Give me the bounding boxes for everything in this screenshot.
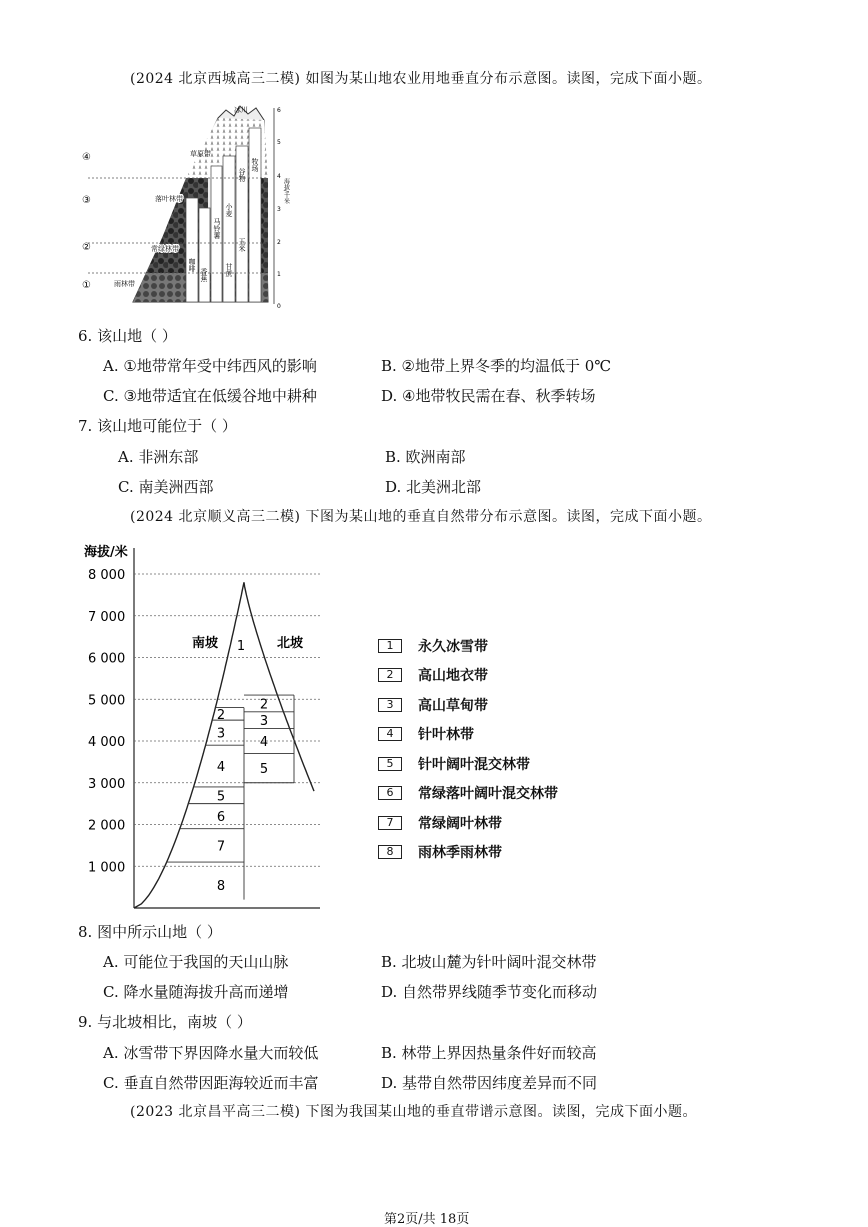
label-evergreen: 常绿林带 (151, 245, 179, 253)
axis1-tick: 0 (277, 303, 281, 310)
q6-option-b[interactable]: B. ②地带上界冬季的均温低于 0℃ (381, 357, 612, 375)
crop-wheat: 小麦 (225, 203, 233, 217)
legend-item (378, 695, 488, 715)
question-8-stem: 8. 图中所示山地（ ） (78, 923, 222, 941)
south-zone-label: 1 (236, 638, 246, 654)
legend-item (378, 665, 488, 685)
q9-option-c[interactable]: C. 垂直自然带因距海较近而丰富 (103, 1074, 319, 1092)
q9-option-b[interactable]: B. 林带上界因热量条件好而较高 (381, 1044, 597, 1062)
axis1-title: 海拔/千米 (282, 178, 290, 205)
crop-coffee: 咖啡 (188, 258, 196, 272)
axis1-tick: 6 (277, 107, 281, 114)
legend-key: 6 (378, 786, 402, 800)
y-tick-label: 6 000 (88, 651, 126, 667)
zone-marker-3: ③ (82, 195, 91, 206)
axis1-tick: 4 (277, 173, 281, 180)
south-zone-label: 5 (216, 789, 226, 805)
q7-option-a[interactable]: A. 非洲东部 (118, 448, 199, 466)
y-tick-label: 4 000 (88, 735, 126, 750)
q6-option-c[interactable]: C. ③地带适宜在低缓谷地中耕种 (103, 387, 317, 405)
y-tick-label: 1 000 (88, 860, 126, 876)
north-zone-label: 4 (259, 735, 269, 750)
legend-key: 8 (378, 845, 402, 859)
question-6-stem: 6. 该山地（ ） (78, 327, 177, 345)
q7-option-c[interactable]: C. 南美洲西部 (118, 478, 214, 496)
zone-marker-1: ① (82, 280, 91, 291)
legend-item (378, 842, 502, 862)
legend-key: 5 (378, 757, 402, 771)
legend-label: 雨林季雨林带 (418, 845, 502, 861)
section-intro-3: (2023 北京昌平高三二模) 下图为我国某山地的垂直带谱示意图。读图，完成下面小题。 (130, 1104, 697, 1120)
page-number: 第2页/共 18页 (384, 1212, 470, 1227)
q8-option-a[interactable]: A. 可能位于我国的天山山脉 (103, 953, 289, 971)
q7-option-b[interactable]: B. 欧洲南部 (385, 448, 466, 466)
q9-option-d[interactable]: D. 基带自然带因纬度差异而不同 (381, 1074, 598, 1092)
legend-key: 4 (378, 727, 402, 741)
north-zone-label: 5 (259, 762, 269, 778)
q9-option-a[interactable]: A. 冰雪带下界因降水量大而较低 (103, 1044, 319, 1062)
q8-option-c[interactable]: C. 降水量随海拔升高而递增 (103, 983, 289, 1001)
legend-item (378, 783, 558, 803)
q6-option-a[interactable]: A. ①地带常年受中纬西风的影响 (103, 357, 317, 375)
south-zone-label: 6 (216, 810, 226, 826)
legend-label: 常绿落叶阔叶混交林带 (418, 786, 558, 802)
legend-label: 永久冰雪带 (418, 639, 488, 655)
crop-pasture: 牧场 (251, 158, 259, 172)
y-tick-label: 8 000 (88, 568, 126, 583)
legend-label: 高山地衣带 (418, 668, 488, 684)
zone-marker-4: ④ (82, 152, 91, 163)
crop-sugarcane: 甘蔗 (225, 263, 233, 277)
south-zone-label: 4 (216, 760, 226, 776)
question-7-stem: 7. 该山地可能位于（ ） (78, 417, 237, 435)
crop-corn: 玉米 (238, 238, 246, 252)
legend-key: 3 (378, 698, 402, 712)
legend-item (378, 724, 474, 744)
legend-label: 高山草甸带 (418, 698, 488, 714)
section-intro-2: (2024 北京顺义高三二模) 下图为某山地的垂直自然带分布示意图。读图，完成下面小题。 (130, 509, 712, 525)
q8-option-d[interactable]: D. 自然带界线随季节变化而移动 (381, 983, 598, 1001)
figure-agriculture-zonation (78, 98, 298, 316)
axis1-tick: 5 (277, 139, 281, 146)
label-rainforest: 雨林带 (114, 280, 135, 288)
y-tick-label: 3 000 (88, 776, 126, 792)
legend-key: 7 (378, 816, 402, 830)
legend-item (378, 754, 530, 774)
q7-option-d[interactable]: D. 北美洲北部 (385, 478, 482, 496)
y-tick-label: 2 000 (88, 818, 126, 834)
question-9-stem: 9. 与北坡相比，南坡（ ） (78, 1013, 252, 1031)
q8-option-b[interactable]: B. 北坡山麓为针叶阔叶混交林带 (381, 953, 597, 971)
legend-item (378, 636, 488, 656)
legend-key: 1 (378, 639, 402, 653)
label-deciduous: 落叶林带 (155, 195, 183, 203)
north-zone-label: 3 (259, 714, 269, 730)
legend-item (378, 813, 502, 833)
label-glacier: 冰川 (234, 106, 248, 114)
y-tick-label: 5 000 (88, 693, 126, 709)
label-grassland: 草原带 (190, 150, 211, 158)
figure-natural-zonation (78, 540, 338, 915)
y-tick-label: 7 000 (88, 609, 126, 625)
south-zone-label: 7 (216, 839, 226, 855)
south-slope-label: 南坡 (191, 636, 219, 652)
legend-key: 2 (378, 668, 402, 682)
north-zone-label: 2 (259, 697, 269, 713)
crop-banana: 香蕉 (200, 268, 208, 282)
legend-label: 针叶林带 (418, 727, 474, 743)
crop-potato: 马铃薯 (213, 218, 221, 239)
legend-label: 针叶阔叶混交林带 (418, 757, 530, 773)
axis1-tick: 1 (277, 271, 281, 278)
south-zone-label: 3 (216, 726, 226, 742)
y-axis-title: 海拔/米 (84, 545, 128, 560)
legend-label: 常绿阔叶林带 (418, 816, 502, 832)
north-slope-label: 北坡 (276, 636, 304, 652)
axis1-tick: 2 (277, 239, 281, 246)
south-zone-label: 8 (216, 879, 226, 895)
south-zone-label: 2 (216, 707, 226, 723)
zone-marker-2: ② (82, 242, 91, 253)
axis1-tick: 3 (277, 206, 281, 213)
crop-grain: 谷物 (238, 168, 246, 182)
section-intro-1: (2024 北京西城高三二模) 如图为某山地农业用地垂直分布示意图。读图，完成下面小题。 (130, 71, 712, 87)
q6-option-d[interactable]: D. ④地带牧民需在春、秋季转场 (381, 387, 596, 405)
